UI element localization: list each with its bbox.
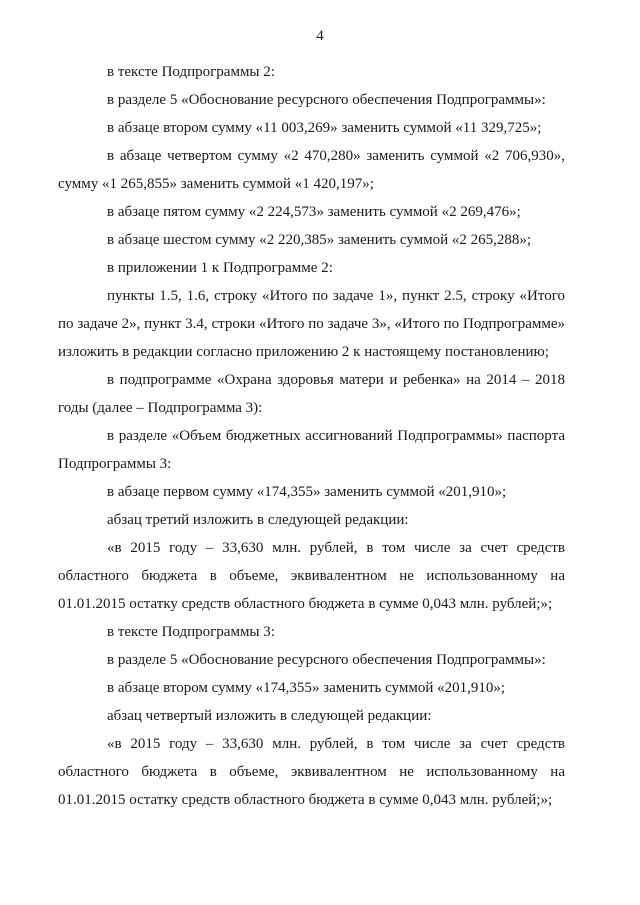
paragraph-17: абзац четвертый изложить в следующей редакции:: [107, 708, 432, 724]
paragraph-11: в абзаце первом сумму «174,355» заменить суммой «201,910»;: [107, 484, 507, 500]
paragraph-5: в абзаце пятом сумму «2 224,573» заменить суммой «2 269,476»;: [107, 204, 521, 220]
page-number: 4: [316, 28, 324, 44]
paragraph-14: в тексте Подпрограммы 3:: [107, 624, 275, 640]
paragraph-1: в тексте Подпрограммы 2:: [107, 64, 275, 80]
paragraph-8: пункты 1.5, 1.6, строку «Итого по задаче 1», пункт 2.5, строку «Итого по задаче 2», пункт 3.4, строки «Итого по задаче 3», «Итого по Подпрограмме» изложить в редакции согласно приложению 2 к настоящему постановлению;: [58, 288, 565, 360]
paragraph-7: в приложении 1 к Подпрограмме 2:: [107, 260, 333, 276]
paragraph-10: в разделе «Объем бюджетных ассигнований Подпрограммы» паспорта Подпрограммы 3:: [58, 428, 565, 472]
paragraph-15: в разделе 5 «Обоснование ресурсного обеспечения Подпрограммы»:: [107, 652, 546, 668]
paragraph-3: в абзаце втором сумму «11 003,269» заменить суммой «11 329,725»;: [107, 120, 542, 136]
paragraph-12: абзац третий изложить в следующей редакции:: [107, 512, 409, 528]
paragraph-6: в абзаце шестом сумму «2 220,385» заменить суммой «2 265,288»;: [107, 232, 532, 248]
paragraph-16: в абзаце втором сумму «174,355» заменить суммой «201,910»;: [107, 680, 506, 696]
paragraph-2: в разделе 5 «Обоснование ресурсного обеспечения Подпрограммы»:: [107, 92, 546, 108]
paragraph-9: в подпрограмме «Охрана здоровья матери и ребенка» на 2014 – 2018 годы (далее – Подпрограмма 3):: [58, 372, 565, 416]
paragraph-13: «в 2015 году – 33,630 млн. рублей, в том числе за счет средств областного бюджета в объеме, эквивалентном не использованному на 01.01.2015 остатку средств областного бюджета в сумме 0,043 млн. рублей;»;: [58, 540, 565, 612]
document-body: [58, 58, 565, 814]
paragraph-18: «в 2015 году – 33,630 млн. рублей, в том числе за счет средств областного бюджета в объеме, эквивалентном не использованному на 01.01.2015 остатку средств областного бюджета в сумме 0,043 млн. рублей;»;: [58, 736, 565, 808]
paragraph-4: в абзаце четвертом сумму «2 470,280» заменить суммой «2 706,930», сумму «1 265,855» заменить суммой «1 420,197»;: [58, 148, 565, 192]
